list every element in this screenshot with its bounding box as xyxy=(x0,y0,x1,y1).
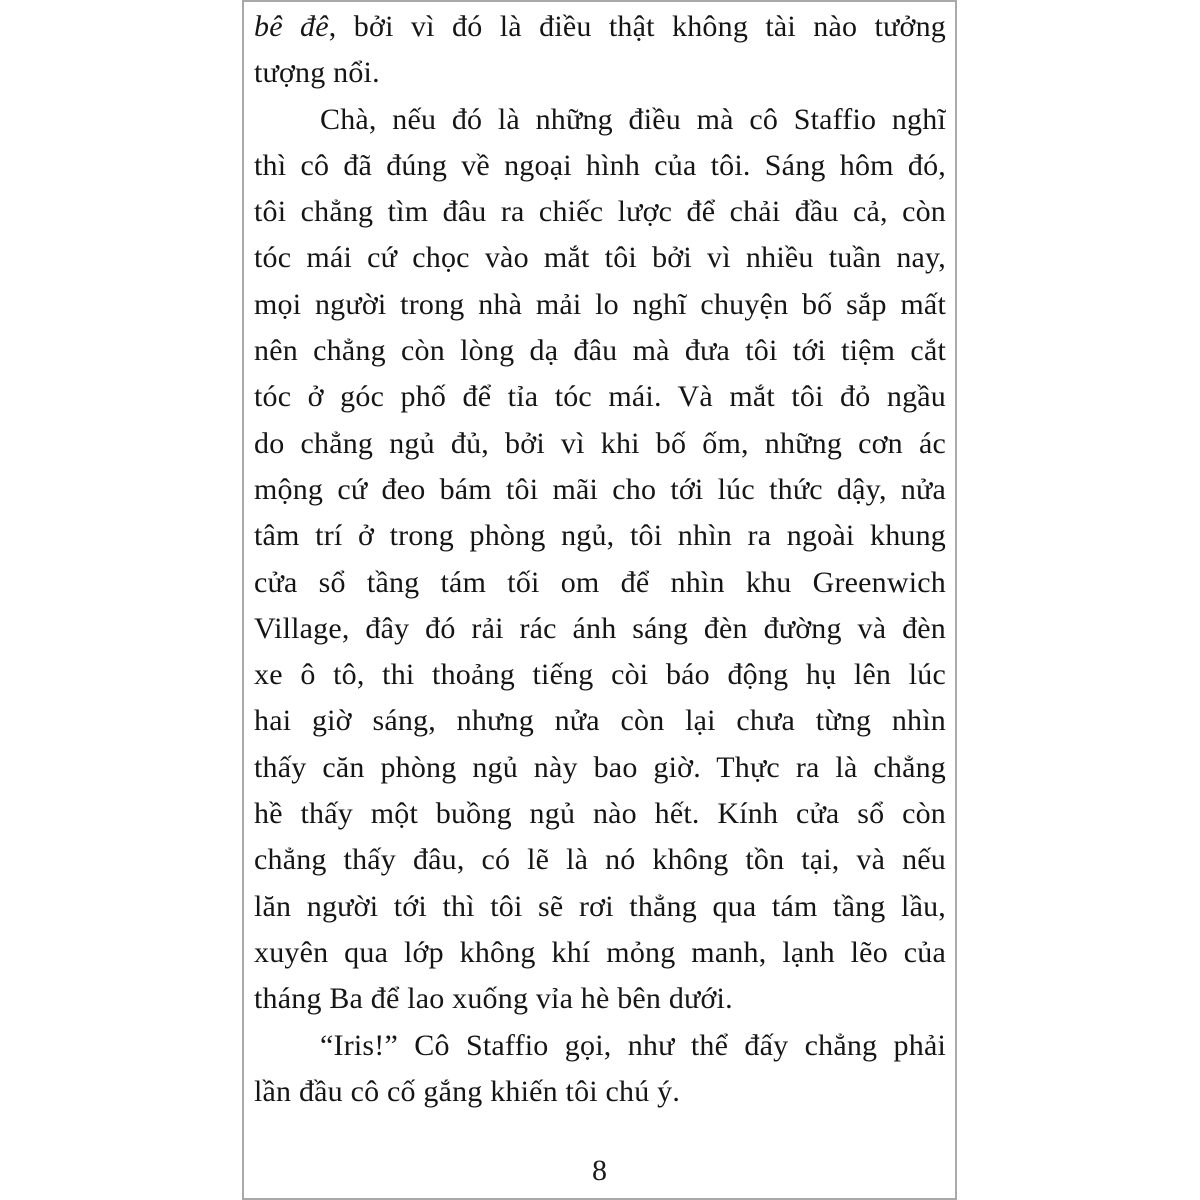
text-line: tóc mái cứ chọc vào mắt tôi bởi vì nhiều tuần nay, xyxy=(254,241,946,275)
text-line: hề thấy một buồng ngủ nào hết. Kính cửa sổ còn xyxy=(254,797,946,831)
page-text xyxy=(254,4,946,1115)
text-line: Chà, nếu đó là những điều mà cô Staffio nghĩ xyxy=(320,102,946,136)
text-line: xuyên qua lớp không khí mỏng manh, lạnh lẽo của xyxy=(254,935,946,969)
text-line: nên chẳng còn lòng dạ đâu mà đưa tôi tới tiệm cắt xyxy=(254,334,946,368)
page-number: 8 xyxy=(592,1154,607,1187)
text-line: “Iris!” Cô Staffio gọi, như thể đấy chẳng phải xyxy=(320,1028,946,1062)
text-line: Village, đây đó rải rác ánh sáng đèn đường và đèn xyxy=(254,611,946,645)
text-line: bê đê, bởi vì đó là điều thật không tài nào tưởng xyxy=(254,10,946,43)
italic-phrase: bê đê xyxy=(254,10,329,43)
text-line: cửa sổ tầng tám tối om để nhìn khu Greenwich xyxy=(254,565,946,599)
text-line: tâm trí ở trong phòng ngủ, tôi nhìn ra ngoài khung xyxy=(254,519,946,553)
text-line: tóc ở góc phố để tỉa tóc mái. Và mắt tôi đỏ ngầu xyxy=(254,380,946,414)
text-line: mọi người trong nhà mải lo nghĩ chuyện bố sắp mất xyxy=(254,287,946,321)
text-line: lăn người tới thì tôi sẽ rơi thẳng qua tám tầng lầu, xyxy=(254,889,946,923)
text-line: mộng cứ đeo bám tôi mãi cho tới lúc thức dậy, nửa xyxy=(254,472,946,506)
text-line: hai giờ sáng, nhưng nửa còn lại chưa từng nhìn xyxy=(254,704,946,738)
text-line: tôi chẳng tìm đâu ra chiếc lược để chải đầu cả, còn xyxy=(254,195,946,229)
text-line: chẳng thấy đâu, có lẽ là nó không tồn tại, và nếu xyxy=(254,843,946,877)
text-line: do chẳng ngủ đủ, bởi vì khi bố ốm, những cơn ác xyxy=(254,426,946,460)
text-line: thì cô đã đúng về ngoại hình của tôi. Sáng hôm đó, xyxy=(254,148,946,182)
book-page xyxy=(242,0,957,1200)
text-line: tháng Ba để lao xuống vỉa hè bên dưới. xyxy=(254,982,733,1016)
text-line: thấy căn phòng ngủ này bao giờ. Thực ra là chẳng xyxy=(254,750,946,784)
text-line: xe ô tô, thi thoảng tiếng còi báo động hụ lên lúc xyxy=(254,658,946,692)
text-line: lần đầu cô cố gắng khiến tôi chú ý. xyxy=(254,1074,681,1108)
text-line: tượng nổi. xyxy=(254,56,380,90)
